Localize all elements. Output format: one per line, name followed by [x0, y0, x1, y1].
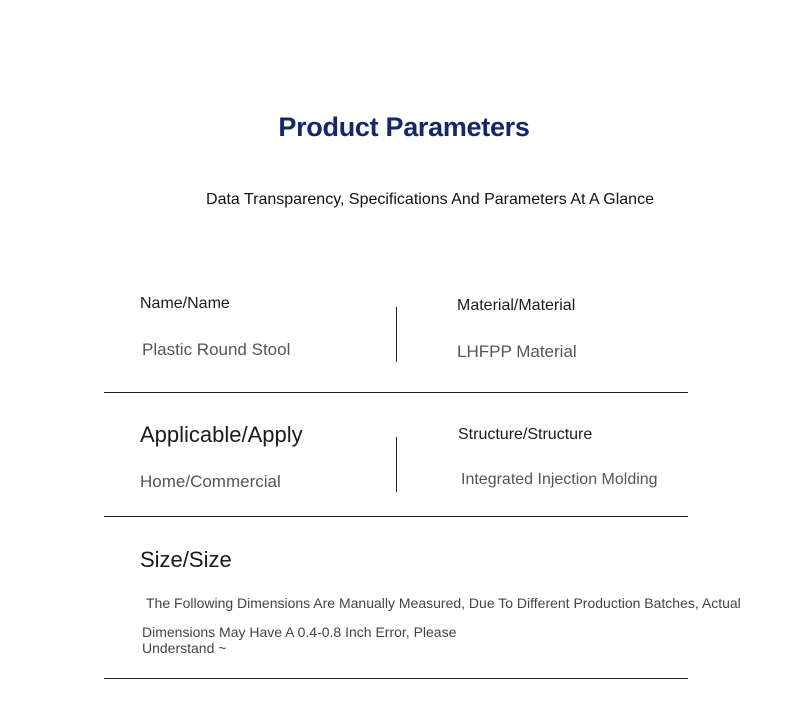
size-note-line2: Dimensions May Have A 0.4-0.8 Inch Error, Please: [142, 624, 457, 640]
name-value: Plastic Round Stool: [142, 340, 291, 359]
row-divider: [104, 392, 688, 393]
page-title: Product Parameters: [278, 112, 530, 142]
row-divider: [104, 516, 688, 517]
material-label: Material/Material: [457, 297, 576, 314]
applicable-value: Home/Commercial: [140, 472, 281, 491]
structure-label: Structure/Structure: [458, 426, 593, 443]
size-note-line1: The Following Dimensions Are Manually Measured, Due To Different Production Batches, Actual: [146, 595, 741, 611]
applicable-label: Applicable/Apply: [140, 422, 303, 447]
name-label: Name/Name: [140, 295, 230, 312]
column-divider: [396, 437, 397, 492]
column-divider: [396, 307, 397, 362]
size-note-line3: Understand ~: [142, 640, 227, 656]
page-subtitle: Data Transparency, Specifications And Parameters At A Glance: [206, 191, 654, 208]
structure-value: Integrated Injection Molding: [461, 471, 658, 488]
material-value: LHFPP Material: [457, 342, 577, 361]
size-label: Size/Size: [140, 547, 232, 572]
row-divider: [104, 678, 688, 679]
